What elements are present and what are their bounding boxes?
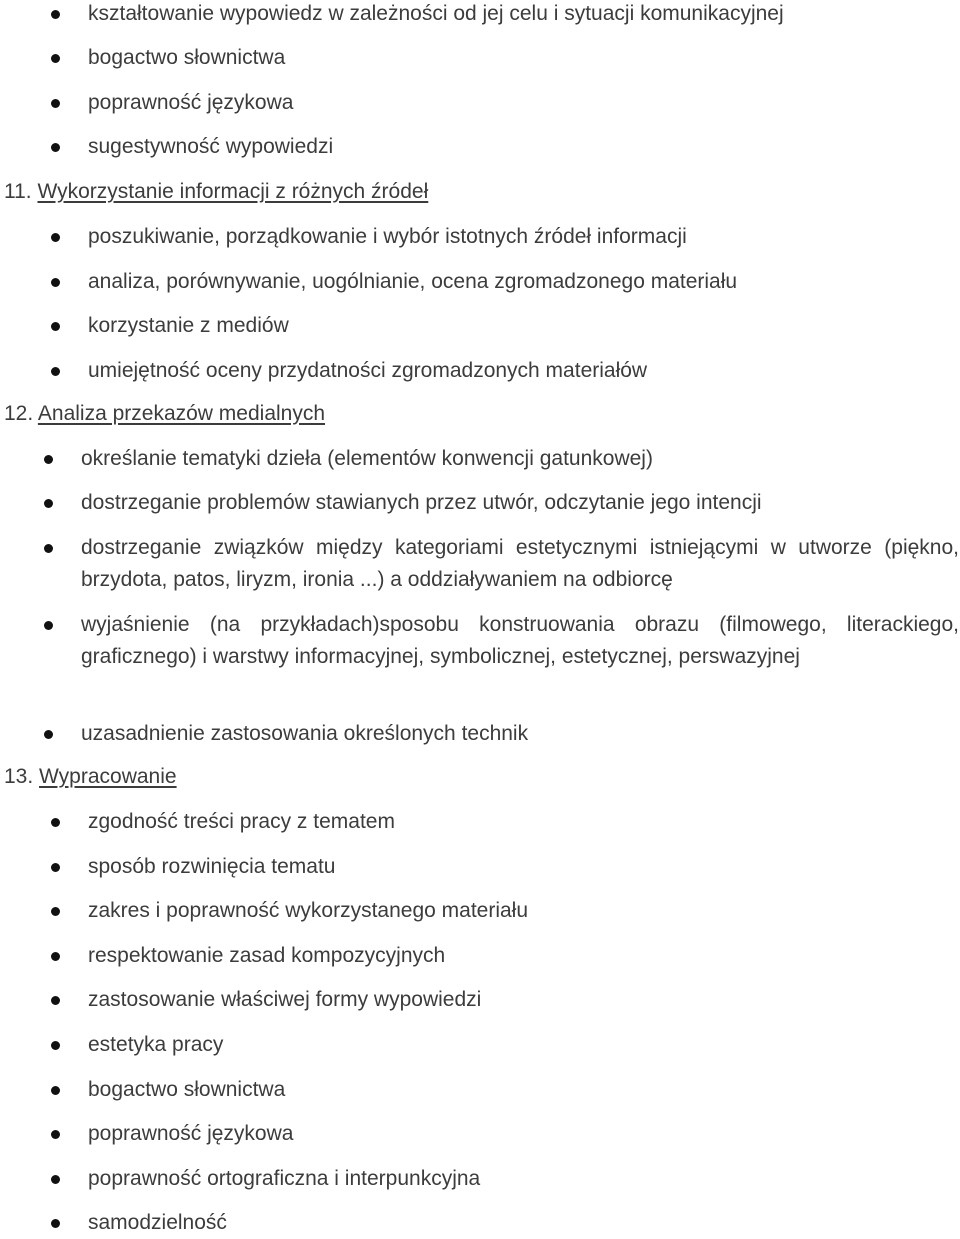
section-13-heading bbox=[4, 761, 177, 793]
bullet-icon bbox=[51, 1086, 60, 1095]
list-item: zastosowanie właściwej formy wypowiedzi bbox=[88, 988, 482, 1011]
bullet-icon bbox=[51, 10, 60, 19]
bullet-icon bbox=[44, 499, 53, 508]
bullet-icon bbox=[51, 367, 60, 376]
list-item: samodzielność bbox=[88, 1211, 227, 1234]
list-item: określanie tematyki dzieła (elementów konwencji gatunkowej) bbox=[81, 447, 653, 470]
section-title: Analiza przekazów medialnych bbox=[37, 402, 326, 425]
list-item: zakres i poprawność wykorzystanego materiału bbox=[88, 899, 529, 922]
list-item: kształtowanie wypowiedz w zależności od jej celu i sytuacji komunikacyjnej bbox=[88, 2, 784, 25]
bullet-icon bbox=[51, 143, 60, 152]
bullet-icon bbox=[51, 1041, 60, 1050]
bullet-icon bbox=[51, 233, 60, 242]
bullet-icon bbox=[51, 1219, 60, 1228]
bullet-icon bbox=[51, 996, 60, 1005]
section-number: 11. bbox=[4, 180, 32, 203]
list-item: korzystanie z mediów bbox=[88, 314, 289, 337]
bullet-icon bbox=[44, 730, 53, 739]
list-item: zgodność treści pracy z tematem bbox=[88, 810, 395, 833]
list-item: wyjaśnienie (na przykładach)sposobu konstruowania obrazu (filmowego, literackiego, graficznego) i warstwy informacyjnej, symbolicznej, estetycznej, perswazyjnej bbox=[81, 613, 959, 668]
list-item: dostrzeganie związków między kategoriami estetycznymi istniejącymi w utworze (piękno, brzydota, patos, liryzm, ironia ...) a oddziaływaniem na odbiorcę bbox=[81, 536, 959, 591]
list-item: poprawność ortograficzna i interpunkcyjna bbox=[88, 1167, 481, 1190]
section-12-heading bbox=[4, 398, 325, 430]
list-item: sugestywność wypowiedzi bbox=[88, 135, 334, 158]
bullet-icon bbox=[51, 1130, 60, 1139]
list-item: poszukiwanie, porządkowanie i wybór istotnych źródeł informacji bbox=[88, 225, 687, 248]
bullet-icon bbox=[51, 952, 60, 961]
section-title: Wypracowanie bbox=[39, 765, 177, 788]
section-title: Wykorzystanie informacji z różnych źródeł bbox=[37, 180, 429, 203]
bullet-icon bbox=[51, 322, 60, 331]
bullet-icon bbox=[51, 863, 60, 872]
list-item: bogactwo słownictwa bbox=[88, 1078, 286, 1101]
bullet-icon bbox=[44, 544, 53, 553]
list-item: estetyka pracy bbox=[88, 1033, 224, 1056]
list-item: sposób rozwinięcia tematu bbox=[88, 855, 336, 878]
section-number: 12. bbox=[4, 402, 34, 425]
list-item: poprawność językowa bbox=[88, 1122, 294, 1145]
list-item: dostrzeganie problemów stawianych przez utwór, odczytanie jego intencji bbox=[81, 491, 762, 514]
bullet-icon bbox=[51, 907, 60, 916]
list-item: bogactwo słownictwa bbox=[88, 46, 286, 69]
list-item: uzasadnienie zastosowania określonych technik bbox=[81, 722, 529, 745]
bullet-icon bbox=[51, 1175, 60, 1184]
list-item: analiza, porównywanie, uogólnianie, ocena zgromadzonego materiału bbox=[88, 270, 738, 293]
list-item: poprawność językowa bbox=[88, 91, 294, 114]
bullet-icon bbox=[51, 99, 60, 108]
bullet-icon bbox=[44, 621, 53, 630]
list-item: respektowanie zasad kompozycyjnych bbox=[88, 944, 446, 967]
section-11-heading bbox=[4, 176, 428, 208]
section-number: 13. bbox=[4, 765, 34, 788]
bullet-icon bbox=[51, 278, 60, 287]
bullet-icon bbox=[51, 54, 60, 63]
bullet-icon bbox=[44, 455, 53, 464]
list-item: umiejętność oceny przydatności zgromadzonych materiałów bbox=[88, 359, 648, 382]
bullet-icon bbox=[51, 818, 60, 827]
